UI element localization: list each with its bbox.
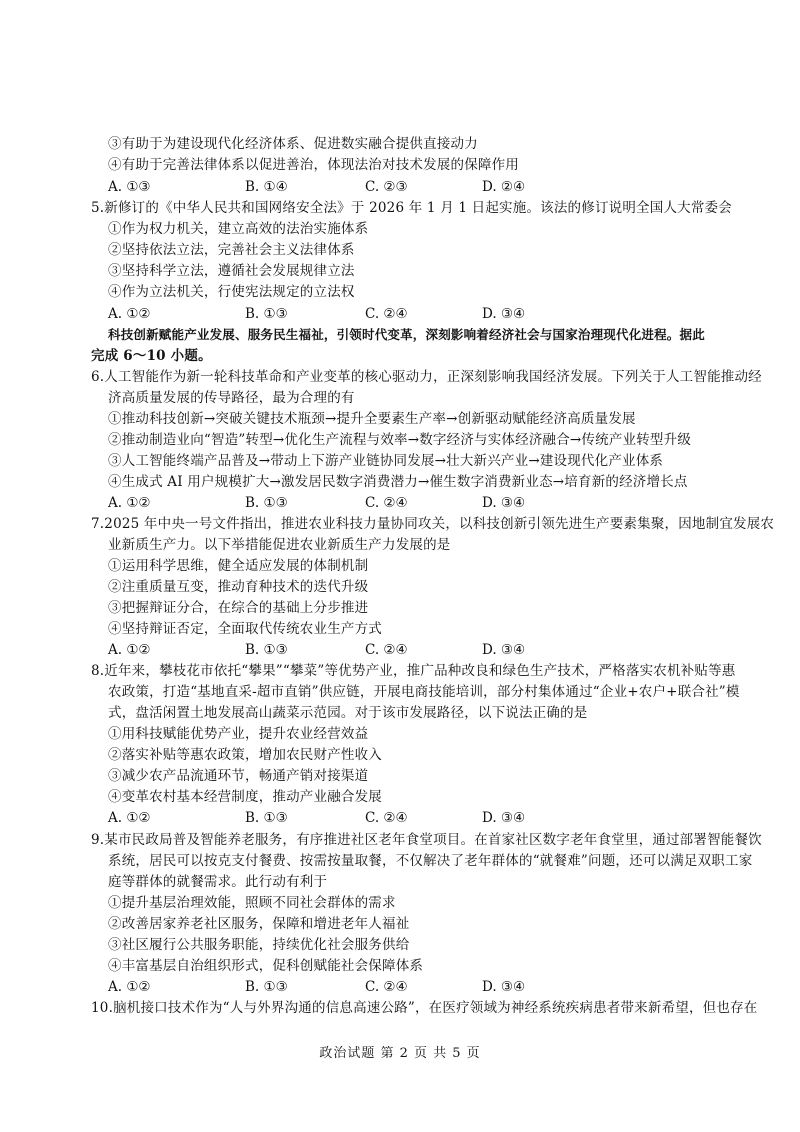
- q8-statement-2: ②落实补贴等惠农政策，增加农民财产性收入: [108, 747, 382, 763]
- option-c: C. ②④: [365, 642, 408, 658]
- option-d: D. ③④: [482, 810, 526, 826]
- option-c: C. ②④: [365, 495, 408, 511]
- q9-statement-1: ①提升基层治理效能，照顾不同社会群体的需求: [108, 895, 396, 911]
- option-a: A. ①②: [108, 642, 151, 658]
- q4-statement-3: ③有助于为建设现代化经济体系、促进数实融合提供直接动力: [108, 136, 478, 152]
- q7-statement-2: ②注重质量互变，推动育种技术的迭代升级: [108, 579, 369, 595]
- option-a: A. ①②: [108, 810, 151, 826]
- q8-stem-line-3: 式，盘活闲置土地发展高山蔬菜示范园。对于该市发展路径，以下说法正确的是: [108, 705, 588, 721]
- option-d: D. ③④: [482, 495, 526, 511]
- q6-statement-4: ④生成式 AI 用户规模扩大→激发居民数字消费潜力→催生数字消费新业态→培育新的经济增长点: [108, 474, 688, 490]
- q8-stem-line-1: 8.近年来，攀枝花市依托“攀果”“攀菜”等优势产业，推广品种改良和绿色生产技术，严格落实农机补贴等惠: [91, 663, 736, 679]
- page-footer: 政治试题 第 2 页 共 5 页: [319, 1046, 481, 1061]
- option-c: C. ②③: [365, 179, 408, 195]
- q7-statement-3: ③把握辩证分合，在综合的基础上分步推进: [108, 600, 369, 616]
- option-a: A. ①③: [108, 179, 151, 195]
- q9-statement-3: ③社区履行公共服务职能，持续优化社会服务供给: [108, 937, 410, 953]
- q8-statement-1: ①用科技赋能优势产业，提升农业经营效益: [108, 726, 369, 742]
- q8-statement-3: ③减少农产品流通环节，畅通产销对接渠道: [108, 768, 369, 784]
- q8-options: [0, 808, 800, 828]
- option-d: D. ②④: [482, 179, 526, 195]
- option-a: A. ①②: [108, 495, 151, 511]
- q6-stem-line-2: 济高质量发展的传导路径，最为合理的有: [108, 390, 355, 406]
- q9-options: [0, 977, 800, 997]
- q7-statement-1: ①运用科学思维，健全适应发展的体制机制: [108, 558, 369, 574]
- option-d: D. ③④: [482, 979, 526, 995]
- option-b: B. ①③: [245, 979, 288, 995]
- option-b: B. ①③: [245, 810, 288, 826]
- q6-stem-line-1: 6.人工智能作为新一轮科技革命和产业变革的核心驱动力，正深刻影响我国经济发展。下列关于人工智能推动经: [91, 369, 762, 385]
- q9-stem-line-2: 系统，居民可以按克支付餐费、按需按量取餐，不仅解决了老年群体的“就餐难”问题，还可以满足双职工家: [108, 853, 753, 869]
- q5-options: [0, 304, 800, 324]
- q6-statement-1: ①推动科技创新→突破关键技术瓶颈→提升全要素生产率→创新驱动赋能经济高质量发展: [108, 411, 636, 427]
- option-c: C. ②④: [365, 810, 408, 826]
- q10-stem-line-1: 10.脑机接口技术作为“人与外界沟通的信息高速公路”，在医疗领域为神经系统疾病患者带来新希望，但也存在: [91, 1000, 758, 1016]
- option-a: A. ①②: [108, 979, 151, 995]
- q9-statement-4: ④丰富基层自治组织形式，促科创赋能社会保障体系: [108, 958, 424, 974]
- q7-stem-line-1: 7.2025 年中央一号文件指出，推进农业科技力量协同攻关，以科技创新引领先进生产要素集聚，因地制宜发展农: [91, 516, 775, 532]
- q4-statement-4: ④有助于完善法律体系以促进善治，体现法治对技术发展的保障作用: [108, 157, 519, 173]
- q5-statement-4: ④作为立法机关，行使宪法规定的立法权: [108, 284, 355, 300]
- option-b: B. ①④: [245, 179, 288, 195]
- q6-options: [0, 493, 800, 513]
- q4-options: [0, 177, 800, 197]
- option-a: A. ①②: [108, 306, 151, 322]
- q7-options: [0, 640, 800, 660]
- option-b: B. ①③: [245, 495, 288, 511]
- option-c: C. ②④: [365, 306, 408, 322]
- q5-stem: 5.新修订的《中华人民共和国网络安全法》于 2026 年 1 月 1 日起实施。该法的修订说明全国人大常委会: [91, 200, 732, 216]
- option-d: D. ③④: [482, 306, 526, 322]
- material-intro-line-2: 完成 6～10 小题。: [91, 348, 212, 364]
- q6-statement-2: ②推动制造业向“智造”转型→优化生产流程与效率→数字经济与实体经济融合→传统产业转型升级: [108, 432, 692, 448]
- q9-statement-2: ②改善居家养老社区服务，保障和增进老年人福祉: [108, 916, 410, 932]
- q7-statement-4: ④坚持辩证否定，全面取代传统农业生产方式: [108, 621, 382, 637]
- option-b: B. ①③: [245, 306, 288, 322]
- q9-stem-line-3: 庭等群体的就餐需求。此行动有利于: [108, 874, 328, 890]
- q8-stem-line-2: 农政策，打造“基地直采-超市直销”供应链，开展电商技能培训，部分村集体通过“企业+农户+联合社”模: [108, 684, 740, 700]
- q8-statement-4: ④变革农村基本经营制度，推动产业融合发展: [108, 789, 382, 805]
- option-b: B. ①③: [245, 642, 288, 658]
- q5-statement-2: ②坚持依法立法，完善社会主义法律体系: [108, 242, 355, 258]
- material-intro-line-1: 科技创新赋能产业发展、服务民生福祉，引领时代变革，深刻影响着经济社会与国家治理现代化进程。据此: [108, 327, 705, 342]
- option-d: D. ③④: [482, 642, 526, 658]
- option-c: C. ②④: [365, 979, 408, 995]
- q5-statement-3: ③坚持科学立法，遵循社会发展规律立法: [108, 263, 355, 279]
- q5-statement-1: ①作为权力机关，建立高效的法治实施体系: [108, 221, 369, 237]
- q7-stem-line-2: 业新质生产力。以下举措能促进农业新质生产力发展的是: [108, 537, 451, 553]
- q6-statement-3: ③人工智能终端产品普及→带动上下游产业链协同发展→壮大新兴产业→建设现代化产业体系: [108, 453, 664, 469]
- q9-stem-line-1: 9.某市民政局普及智能养老服务，有序推进社区老年食堂项目。在首家社区数字老年食堂里，通过部署智能餐饮: [91, 832, 762, 848]
